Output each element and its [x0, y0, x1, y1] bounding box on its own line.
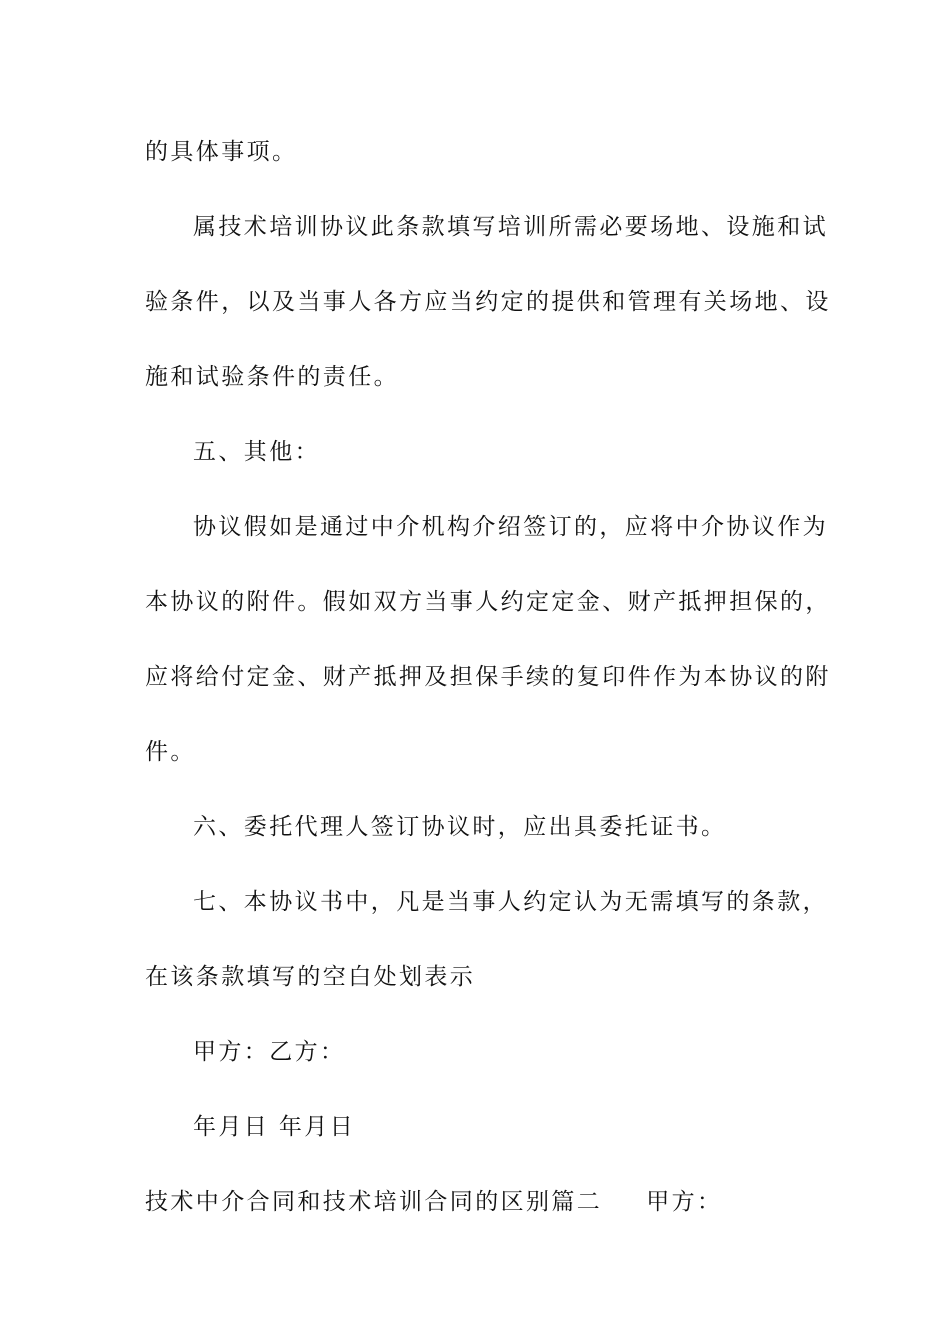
text-line: 验条件，以及当事人各方应当约定的提供和管理有关场地、设: [145, 289, 831, 315]
party-a-label: 甲方：: [646, 1189, 723, 1215]
section-heading: 五、其他：: [193, 439, 320, 465]
text-line: 本协议的附件。假如双方当事人约定定金、财产抵押担保的，: [145, 589, 831, 615]
text-line: 属技术培训协议此条款填写培训所需必要场地、设施和试: [193, 214, 828, 240]
text-line: 在该条款填写的空白处划表示: [145, 964, 476, 990]
text-line: 施和试验条件的责任。: [145, 364, 399, 390]
section-heading: 六、委托代理人签订协议时，应出具委托证书。: [193, 814, 727, 840]
text-line: 协议假如是通过中介机构介绍签订的，应将中介协议作为: [193, 514, 828, 540]
signature-dates: 年月日 年月日: [193, 1114, 356, 1140]
text-line: 的具体事项。: [145, 139, 298, 165]
text-line: [145, 1187, 722, 1217]
section-title: 技术中介合同和技术培训合同的区别篇二: [145, 1189, 603, 1215]
section-heading: 七、本协议书中，凡是当事人约定认为无需填写的条款，: [193, 889, 828, 915]
text-line: 件。: [145, 739, 196, 765]
text-line: 应将给付定金、财产抵押及担保手续的复印件作为本协议的附: [145, 664, 831, 690]
signature-parties: 甲方：乙方：: [193, 1039, 346, 1065]
